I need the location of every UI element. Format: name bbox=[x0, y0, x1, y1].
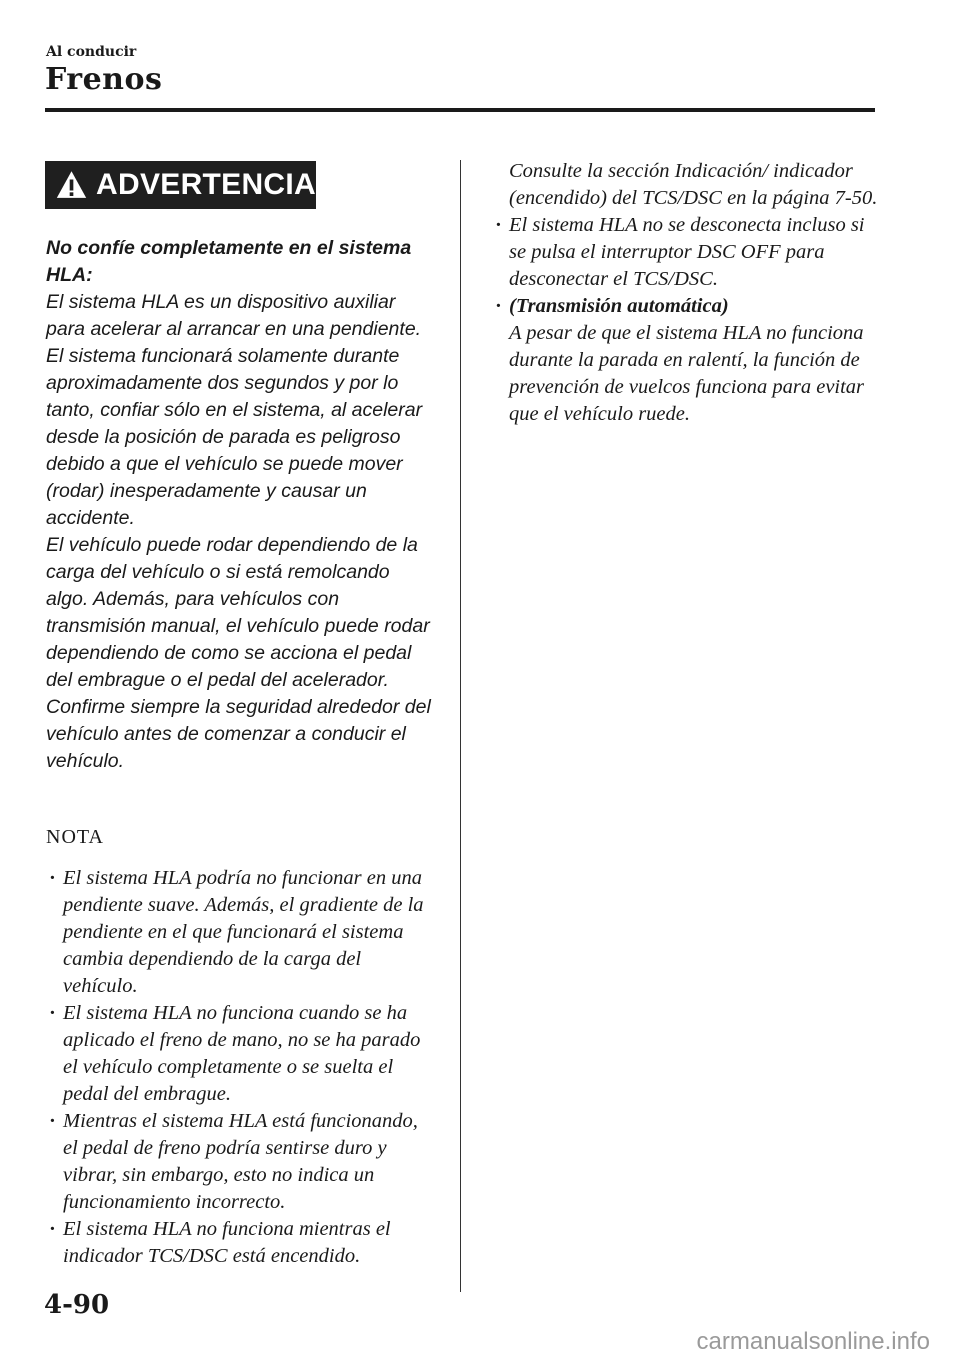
column-divider bbox=[460, 160, 461, 1292]
nota-list-right bbox=[491, 212, 881, 428]
nota-list-left bbox=[45, 865, 435, 1270]
nota-item: · El sistema HLA podría no funcionar en una pendiente suave. Además, el gradiente de la pendiente en el que funcionará el sistema cambia dependiendo de la carga del vehículo. bbox=[45, 865, 435, 1000]
warning-paragraph: El vehículo puede rodar dependiendo de la carga del vehículo o si está remolcando algo. Además, para vehículos con transmisión manual, el vehículo puede rodar dependiendo de como se acciona el pedal del embrague o el pedal del acelerador. bbox=[46, 534, 430, 691]
nota-continued-text: Consulte la sección Indicación/ indicador (encendido) del TCS/DSC en la página 7-50. bbox=[509, 160, 878, 209]
nota-item-body: A pesar de que el sistema HLA no funciona durante la parada en ralentí, la función de prevención de vuelcos funciona para evitar que el vehículo ruede. bbox=[509, 322, 865, 425]
page-title: Frenos bbox=[45, 62, 163, 97]
nota-item bbox=[491, 293, 881, 428]
warning-badge-label: ADVERTENCIA bbox=[96, 168, 316, 201]
warning-heading: No confíe completamente en el sistema HLA: bbox=[46, 237, 412, 286]
nota-label: NOTA bbox=[46, 826, 104, 848]
section-label: Al conducir bbox=[46, 44, 137, 60]
nota-item: · Mientras el sistema HLA está funcionando, el pedal de freno podría sentirse duro y vibrar, sin embargo, esto no indica un funcionamiento incorrecto. bbox=[45, 1108, 435, 1216]
watermark: carmanualsonline.info bbox=[696, 1328, 930, 1355]
warning-badge bbox=[45, 161, 316, 209]
page-number: 4-90 bbox=[44, 1290, 110, 1320]
nota-item-heading: (Transmisión automática) bbox=[509, 295, 729, 317]
title-rule bbox=[45, 108, 875, 112]
warning-paragraph: Confirme siempre la seguridad alrededor del vehículo antes de comenzar a conducir el vehículo. bbox=[46, 696, 431, 772]
nota-item: · El sistema HLA no se desconecta incluso si se pulsa el interruptor DSC OFF para desconectar el TCS/DSC. bbox=[491, 212, 881, 293]
warning-body bbox=[46, 235, 431, 775]
warning-paragraph: El sistema HLA es un dispositivo auxiliar para acelerar al arrancar en una pendiente. El sistema funcionará solamente durante aproximadamente dos segundos y por lo tanto, confiar sólo en el sistema, al acelerar desde la posición de parada es peligroso debido a que el vehículo se puede mover (rodar) inesperadamente y causar un accidente. bbox=[46, 291, 423, 529]
right-column bbox=[491, 158, 881, 428]
warning-triangle-icon bbox=[55, 168, 88, 202]
nota-item: · El sistema HLA no funciona cuando se ha aplicado el freno de mano, no se ha parado el vehículo completamente o se suelta el pedal del embrague. bbox=[45, 1000, 435, 1108]
nota-item: · El sistema HLA no funciona mientras el indicador TCS/DSC está encendido. bbox=[45, 1216, 435, 1270]
